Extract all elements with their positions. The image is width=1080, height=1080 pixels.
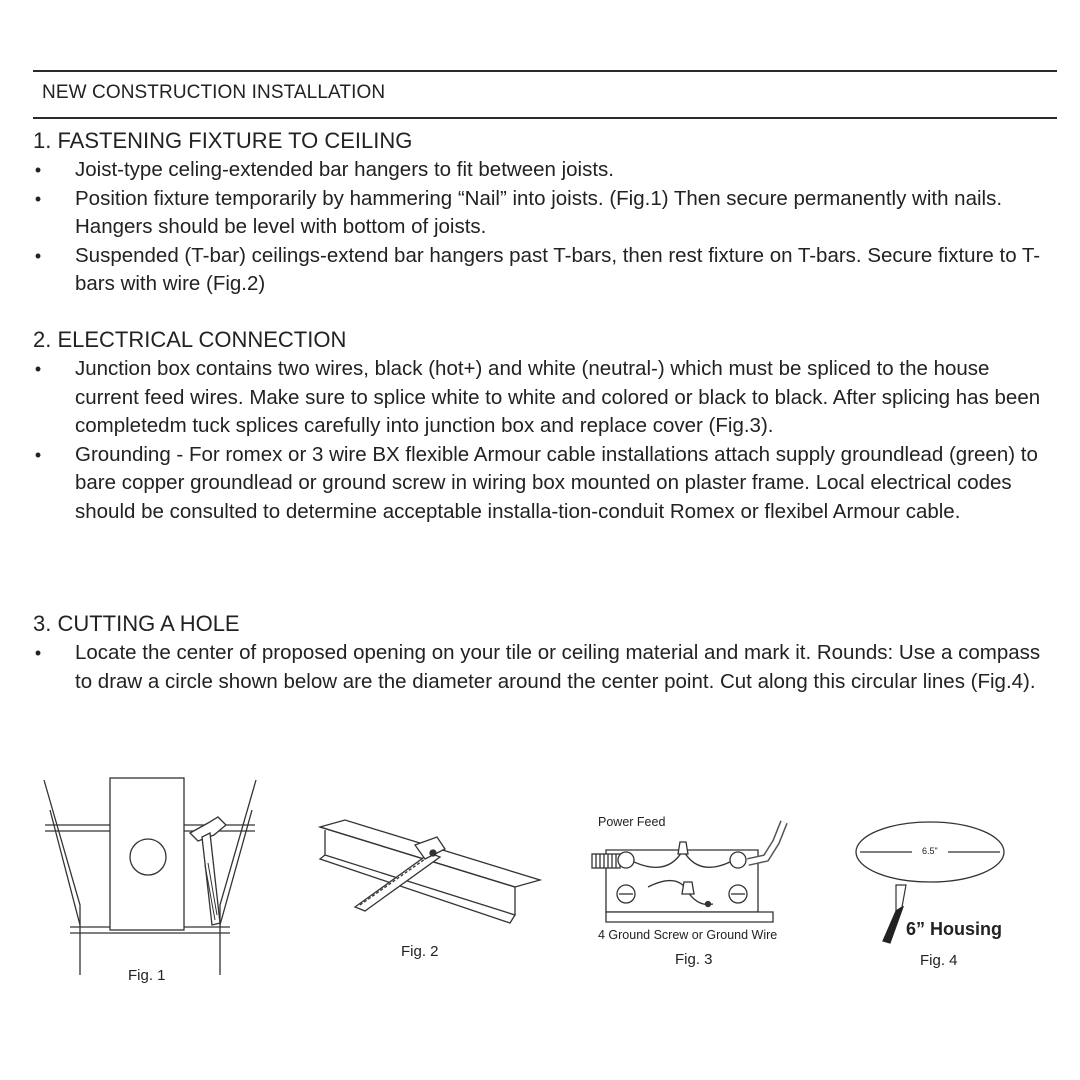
list-item	[33, 639, 1043, 696]
fig3-junction-box-illustration	[588, 832, 818, 942]
fig4-caption: Fig. 4	[920, 952, 958, 969]
fig2-caption: Fig. 2	[401, 943, 439, 960]
list-item-text: Grounding - For romex or 3 wire BX flexible Armour cable installations attach supply groundlead (green) to bare copper groundlead or ground screw in wiring box mounted on plaster frame. Local electrical codes should be consulted to determine acceptable installa-tion-conduit Romex or flexibel Armour cable.	[75, 442, 1038, 523]
figure-4	[850, 815, 1020, 975]
list-item	[33, 156, 1043, 185]
list-item-text: Position fixture temporarily by hammering “Nail” into joists. (Fig.1) Then secure permanently with nails. Hangers should be level with bottom of joists.	[75, 186, 1003, 238]
bullet-icon: •	[34, 359, 42, 379]
list-item-text: Suspended (T-bar) ceilings-extend bar hangers past T-bars, then rest fixture on T-bars. Secure fixture to T-bars with wire (Fig.2)	[75, 243, 1041, 295]
fig3-ground-label: 4 Ground Screw or Ground Wire	[598, 928, 778, 942]
bullet-icon: •	[34, 188, 42, 209]
knife-icon	[883, 885, 906, 943]
list-item	[33, 441, 1043, 527]
section-list-fastening	[33, 156, 1043, 299]
list-item-text: Joist-type celing-extended bar hangers to fit between joists.	[75, 158, 614, 181]
fig2-tbar-illustration	[315, 815, 545, 945]
bullet-icon: •	[34, 444, 42, 465]
figure-2	[315, 815, 545, 965]
section-heading-fastening: 1. FASTENING FIXTURE TO CEILING	[33, 128, 413, 153]
bullet-icon: •	[34, 160, 42, 180]
header-top-rule	[33, 70, 1057, 72]
fig4-housing-label: 6” Housing	[906, 919, 1003, 939]
page-title: NEW CONSTRUCTION INSTALLATION	[42, 82, 386, 103]
list-item-text: Locate the center of proposed opening on your tile or ceiling material and mark it. Rounds: Use a compass to draw a circle shown below are the diameter around the center point. Cut along this circular lines (Fig.4).	[75, 641, 1041, 693]
figure-3	[588, 812, 818, 972]
section-heading-electrical: 2. ELECTRICAL CONNECTION	[33, 327, 347, 352]
header-bottom-rule	[33, 117, 1057, 119]
section-heading-cutting: 3. CUTTING A HOLE	[33, 611, 240, 636]
list-item	[33, 355, 1043, 441]
fig1-caption: Fig. 1	[128, 967, 166, 984]
list-item	[33, 185, 1043, 242]
list-item	[33, 242, 1043, 299]
bullet-icon: •	[34, 643, 42, 663]
fig1-joist-illustration	[40, 775, 260, 975]
section-list-cutting	[33, 639, 1043, 696]
section-list-electrical	[33, 355, 1043, 526]
figure-1	[40, 775, 260, 984]
fig3-power-feed-label: Power Feed	[598, 815, 666, 829]
fig4-diameter-label: 6.5"	[922, 846, 938, 856]
list-item-text: Junction box contains two wires, black (hot+) and white (neutral-) which must be spliced to the house current feed wires. Make sure to splice white to white and colored or black to black. After splicing has been completedm tuck splices carefully into junction box and replace cover (Fig.3).	[75, 357, 1041, 437]
fig3-caption: Fig. 3	[675, 951, 713, 968]
bullet-icon: •	[34, 245, 42, 266]
